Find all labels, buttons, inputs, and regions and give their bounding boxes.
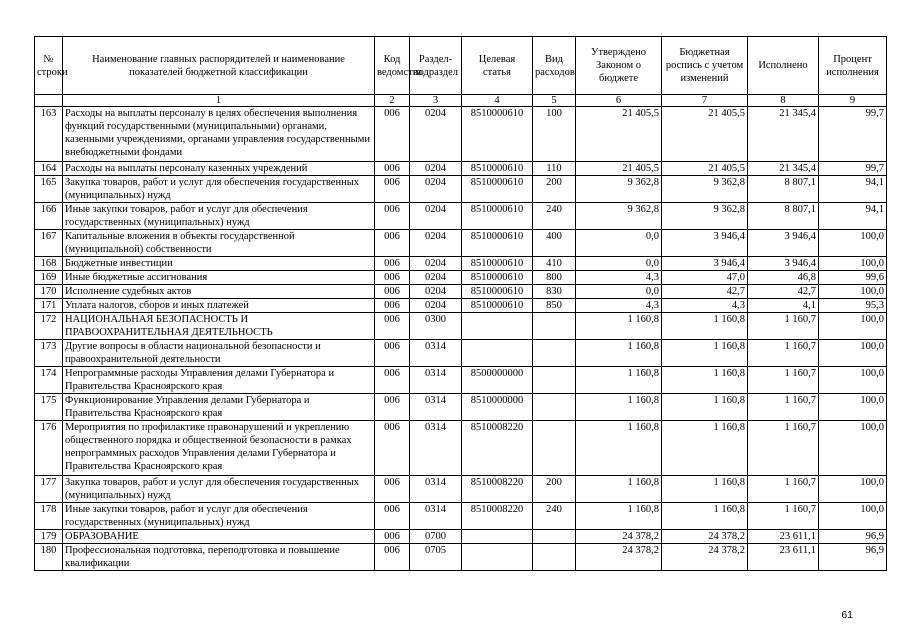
row-expense-type: 400	[533, 230, 576, 257]
row-number: 180	[35, 544, 63, 571]
row-name: Исполнение судебных актов	[63, 285, 375, 299]
row-percent: 100,0	[819, 367, 887, 394]
row-target-article: 8510000610	[462, 107, 533, 162]
row-department-code: 006	[375, 203, 410, 230]
row-target-article	[462, 340, 533, 367]
row-executed: 8 807,1	[748, 203, 819, 230]
table-row	[35, 367, 887, 394]
row-budget-schedule: 1 160,8	[662, 421, 748, 476]
header-section: Раздел-подраздел	[410, 37, 462, 95]
row-section: 0204	[410, 162, 462, 176]
row-target-article	[462, 544, 533, 571]
row-executed: 3 946,4	[748, 257, 819, 271]
row-section: 0314	[410, 340, 462, 367]
row-approved: 4,3	[576, 299, 662, 313]
row-approved: 1 160,8	[576, 340, 662, 367]
table-row	[35, 421, 887, 476]
row-approved: 4,3	[576, 271, 662, 285]
row-number: 166	[35, 203, 63, 230]
row-percent: 100,0	[819, 340, 887, 367]
row-approved: 1 160,8	[576, 421, 662, 476]
row-budget-schedule: 4,3	[662, 299, 748, 313]
row-expense-type	[533, 313, 576, 340]
row-approved: 24 378,2	[576, 530, 662, 544]
row-executed: 1 160,7	[748, 394, 819, 421]
row-number: 169	[35, 271, 63, 285]
row-number: 172	[35, 313, 63, 340]
column-number: 4	[462, 95, 533, 107]
row-name: Закупка товаров, работ и услуг для обеспечения государственных (муниципальных) нужд	[63, 176, 375, 203]
row-number: 171	[35, 299, 63, 313]
row-target-article: 8510000610	[462, 285, 533, 299]
row-name: Профессиональная подготовка, переподготовка и повышение квалификации	[63, 544, 375, 571]
row-name: Закупка товаров, работ и услуг для обеспечения государственных (муниципальных) нужд	[63, 476, 375, 503]
header-budget-schedule: Бюджетная роспись с учетом изменений	[662, 37, 748, 95]
row-expense-type: 830	[533, 285, 576, 299]
row-budget-schedule: 9 362,8	[662, 176, 748, 203]
row-name: НАЦИОНАЛЬНАЯ БЕЗОПАСНОСТЬ И ПРАВООХРАНИТЕЛЬНАЯ ДЕЯТЕЛЬНОСТЬ	[63, 313, 375, 340]
row-percent: 99,6	[819, 271, 887, 285]
row-expense-type: 240	[533, 503, 576, 530]
row-budget-schedule: 1 160,8	[662, 503, 748, 530]
row-department-code: 006	[375, 162, 410, 176]
row-name: Капитальные вложения в объекты государственной (муниципальной) собственности	[63, 230, 375, 257]
row-target-article: 8510008220	[462, 503, 533, 530]
row-number: 168	[35, 257, 63, 271]
budget-execution-table	[34, 36, 887, 571]
row-number: 174	[35, 367, 63, 394]
row-percent: 94,1	[819, 203, 887, 230]
row-approved: 1 160,8	[576, 394, 662, 421]
row-target-article: 8510000000	[462, 394, 533, 421]
header-expense-type: Вид расходов	[533, 37, 576, 95]
row-name: Уплата налогов, сборов и иных платежей	[63, 299, 375, 313]
row-budget-schedule: 1 160,8	[662, 394, 748, 421]
table-row	[35, 203, 887, 230]
row-percent: 96,9	[819, 544, 887, 571]
row-approved: 1 160,8	[576, 476, 662, 503]
row-expense-type: 100	[533, 107, 576, 162]
row-number: 164	[35, 162, 63, 176]
row-expense-type	[533, 340, 576, 367]
row-executed: 8 807,1	[748, 176, 819, 203]
row-target-article: 8500000000	[462, 367, 533, 394]
row-section: 0700	[410, 530, 462, 544]
row-approved: 24 378,2	[576, 544, 662, 571]
row-executed: 1 160,7	[748, 367, 819, 394]
row-department-code: 006	[375, 285, 410, 299]
row-approved: 1 160,8	[576, 503, 662, 530]
row-name: Расходы на выплаты персоналу казенных учреждений	[63, 162, 375, 176]
row-number: 173	[35, 340, 63, 367]
row-department-code: 006	[375, 271, 410, 285]
table-row	[35, 503, 887, 530]
row-percent: 99,7	[819, 162, 887, 176]
row-name: ОБРАЗОВАНИЕ	[63, 530, 375, 544]
row-approved: 0,0	[576, 285, 662, 299]
row-target-article: 8510000610	[462, 176, 533, 203]
header-target-article: Целевая статья	[462, 37, 533, 95]
row-percent: 100,0	[819, 503, 887, 530]
row-department-code: 006	[375, 394, 410, 421]
row-target-article: 8510000610	[462, 271, 533, 285]
row-executed: 21 345,4	[748, 162, 819, 176]
table-row	[35, 230, 887, 257]
row-percent: 100,0	[819, 230, 887, 257]
row-department-code: 006	[375, 176, 410, 203]
table-header-row	[35, 37, 887, 95]
row-section: 0204	[410, 230, 462, 257]
row-department-code: 006	[375, 530, 410, 544]
row-name: Функционирование Управления делами Губернатора и Правительства Красноярского края	[63, 394, 375, 421]
row-executed: 1 160,7	[748, 421, 819, 476]
row-budget-schedule: 3 946,4	[662, 257, 748, 271]
table-row	[35, 162, 887, 176]
row-target-article: 8510008220	[462, 421, 533, 476]
row-expense-type: 200	[533, 476, 576, 503]
row-expense-type	[533, 367, 576, 394]
row-budget-schedule: 21 405,5	[662, 107, 748, 162]
table-row	[35, 544, 887, 571]
row-target-article: 8510000610	[462, 257, 533, 271]
row-name: Другие вопросы в области национальной безопасности и правоохранительной деятельности	[63, 340, 375, 367]
row-budget-schedule: 1 160,8	[662, 340, 748, 367]
row-number: 178	[35, 503, 63, 530]
row-section: 0204	[410, 299, 462, 313]
row-budget-schedule: 47,0	[662, 271, 748, 285]
header-name: Наименование главных распорядителей и наименование показателей бюджетной классификации	[63, 37, 375, 95]
row-section: 0204	[410, 257, 462, 271]
row-budget-schedule: 1 160,8	[662, 476, 748, 503]
row-department-code: 006	[375, 340, 410, 367]
column-number: 7	[662, 95, 748, 107]
row-budget-schedule: 24 378,2	[662, 544, 748, 571]
row-target-article: 8510008220	[462, 476, 533, 503]
row-expense-type	[533, 394, 576, 421]
row-section: 0314	[410, 394, 462, 421]
row-budget-schedule: 3 946,4	[662, 230, 748, 257]
row-number: 170	[35, 285, 63, 299]
row-budget-schedule: 1 160,8	[662, 313, 748, 340]
row-executed: 1 160,7	[748, 476, 819, 503]
row-approved: 1 160,8	[576, 313, 662, 340]
table-row	[35, 271, 887, 285]
row-expense-type: 240	[533, 203, 576, 230]
row-section: 0705	[410, 544, 462, 571]
row-approved: 1 160,8	[576, 367, 662, 394]
row-number: 175	[35, 394, 63, 421]
row-executed: 23 611,1	[748, 544, 819, 571]
row-department-code: 006	[375, 421, 410, 476]
row-section: 0204	[410, 271, 462, 285]
row-section: 0314	[410, 421, 462, 476]
row-percent: 94,1	[819, 176, 887, 203]
row-expense-type: 800	[533, 271, 576, 285]
row-department-code: 006	[375, 476, 410, 503]
header-row-number: № строки	[35, 37, 63, 95]
row-number: 167	[35, 230, 63, 257]
row-name: Иные закупки товаров, работ и услуг для обеспечения государственных (муниципальных) нужд	[63, 203, 375, 230]
table-row	[35, 313, 887, 340]
row-department-code: 006	[375, 544, 410, 571]
column-number: 6	[576, 95, 662, 107]
header-executed: Исполнено	[748, 37, 819, 95]
row-number: 165	[35, 176, 63, 203]
row-department-code: 006	[375, 299, 410, 313]
header-department-code: Код ведомства	[375, 37, 410, 95]
row-name: Иные бюджетные ассигнования	[63, 271, 375, 285]
row-target-article	[462, 313, 533, 340]
row-expense-type: 850	[533, 299, 576, 313]
row-approved: 9 362,8	[576, 176, 662, 203]
row-executed: 3 946,4	[748, 230, 819, 257]
row-budget-schedule: 24 378,2	[662, 530, 748, 544]
row-percent: 100,0	[819, 421, 887, 476]
row-approved: 0,0	[576, 230, 662, 257]
row-percent: 100,0	[819, 394, 887, 421]
row-budget-schedule: 21 405,5	[662, 162, 748, 176]
row-budget-schedule: 9 362,8	[662, 203, 748, 230]
row-number: 176	[35, 421, 63, 476]
row-percent: 95,3	[819, 299, 887, 313]
column-number: 5	[533, 95, 576, 107]
column-number: 1	[63, 95, 375, 107]
row-percent: 100,0	[819, 313, 887, 340]
header-percent: Процент исполнения	[819, 37, 887, 95]
row-percent: 100,0	[819, 257, 887, 271]
table-row	[35, 340, 887, 367]
row-executed: 1 160,7	[748, 313, 819, 340]
row-executed: 1 160,7	[748, 503, 819, 530]
column-number: 8	[748, 95, 819, 107]
row-department-code: 006	[375, 503, 410, 530]
row-percent: 99,7	[819, 107, 887, 162]
column-number: 9	[819, 95, 887, 107]
row-executed: 1 160,7	[748, 340, 819, 367]
table-row	[35, 257, 887, 271]
row-expense-type	[533, 421, 576, 476]
row-department-code: 006	[375, 107, 410, 162]
row-department-code: 006	[375, 257, 410, 271]
row-target-article: 8510000610	[462, 299, 533, 313]
row-number: 177	[35, 476, 63, 503]
header-approved: Утверждено Законом о бюджете	[576, 37, 662, 95]
row-executed: 4,1	[748, 299, 819, 313]
row-target-article: 8510000610	[462, 230, 533, 257]
row-section: 0204	[410, 176, 462, 203]
row-name: Иные закупки товаров, работ и услуг для обеспечения государственных (муниципальных) нужд	[63, 503, 375, 530]
row-expense-type: 110	[533, 162, 576, 176]
row-name: Бюджетные инвестиции	[63, 257, 375, 271]
row-budget-schedule: 1 160,8	[662, 367, 748, 394]
column-number-row	[35, 95, 887, 107]
row-name: Непрограммные расходы Управления делами Губернатора и Правительства Красноярского края	[63, 367, 375, 394]
row-percent: 96,9	[819, 530, 887, 544]
row-approved: 0,0	[576, 257, 662, 271]
row-name: Расходы на выплаты персоналу в целях обеспечения выполнения функций государственными (муниципальными) органами, казенными учреждениями, органами управления государственными внебюджетными фондами	[63, 107, 375, 162]
row-executed: 23 611,1	[748, 530, 819, 544]
table-row	[35, 530, 887, 544]
row-section: 0204	[410, 107, 462, 162]
row-section: 0314	[410, 367, 462, 394]
page-number: 61	[841, 609, 853, 621]
row-executed: 21 345,4	[748, 107, 819, 162]
table-row	[35, 176, 887, 203]
row-approved: 21 405,5	[576, 162, 662, 176]
table-row	[35, 394, 887, 421]
row-target-article	[462, 530, 533, 544]
table-row	[35, 285, 887, 299]
row-target-article: 8510000610	[462, 203, 533, 230]
table-row	[35, 476, 887, 503]
row-department-code: 006	[375, 230, 410, 257]
row-name: Мероприятия по профилактике правонарушений и укреплению общественного порядка и общественной безопасности в рамках непрограммных расходов Управления делами Губернатора и Правительства Красноярского края	[63, 421, 375, 476]
row-percent: 100,0	[819, 285, 887, 299]
row-number: 179	[35, 530, 63, 544]
row-section: 0204	[410, 203, 462, 230]
row-section: 0204	[410, 285, 462, 299]
row-approved: 9 362,8	[576, 203, 662, 230]
row-approved: 21 405,5	[576, 107, 662, 162]
row-section: 0314	[410, 503, 462, 530]
column-number	[35, 95, 63, 107]
row-number: 163	[35, 107, 63, 162]
row-executed: 42,7	[748, 285, 819, 299]
row-expense-type: 410	[533, 257, 576, 271]
row-percent: 100,0	[819, 476, 887, 503]
row-budget-schedule: 42,7	[662, 285, 748, 299]
table-row	[35, 299, 887, 313]
row-expense-type	[533, 544, 576, 571]
table-row	[35, 107, 887, 162]
row-department-code: 006	[375, 367, 410, 394]
row-section: 0314	[410, 476, 462, 503]
column-number: 2	[375, 95, 410, 107]
row-section: 0300	[410, 313, 462, 340]
row-executed: 46,8	[748, 271, 819, 285]
row-expense-type: 200	[533, 176, 576, 203]
table-body	[35, 107, 887, 571]
row-expense-type	[533, 530, 576, 544]
row-department-code: 006	[375, 313, 410, 340]
row-target-article: 8510000610	[462, 162, 533, 176]
column-number: 3	[410, 95, 462, 107]
